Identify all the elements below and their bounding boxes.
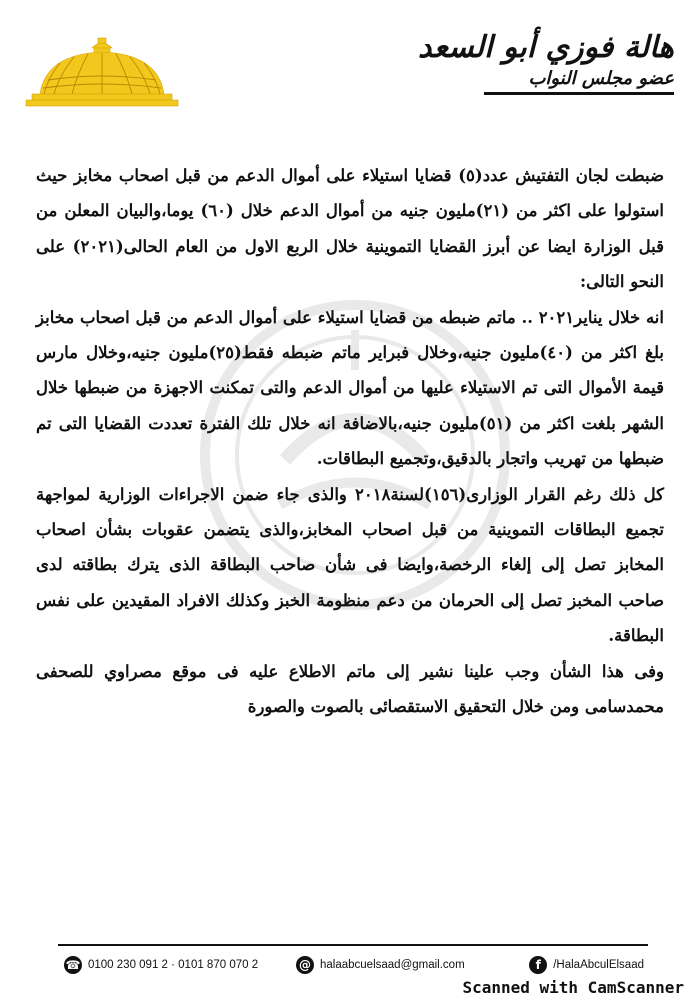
paragraph: انه خلال يناير٢٠٢١ .. ماتم ضبطه من قضايا استيلاء على أموال الدعم من قبل اصحاب مخابز بلغ اكثر من (٤٠)مليون جنيه،وخلال فبراير ماتم ضبطه فقط(٢٥)مليون جنيه،وخلال مارس قيمة الأموال التى تم الاستيلاء عليها من أموال الدعم والتى تمكنت الاجهزة من ضبطها خلال الشهر بلغت اكثر من (٥١)مليون جنيه،بالاضافة انه خلال تلك الفترة تعددت القضايا التى تم ضبطها من تهريب واتجار بالدقيق،وتجميع البطاقات.	[36, 307, 665, 469]
letterhead	[0, 0, 700, 120]
paragraph: كل ذلك رغم القرار الوزارى(١٥٦)لسنة٢٠١٨ والذى جاء ضمن الاجراءات الوزارية لمواجهة تجميع البطاقات التموينية من قبل اصحاب المخابز،والذى يتضمن عقوبات بشأن اصحاب المخابز تصل إلى إلغاء الرخصة،وايضا فى شأن صاحب البطاقة الذى يترك بطاقته لدى صاحب المخبز تصل إلى الحرمان من دعم منظومة الخبز وكذلك الافراد المقيدين على نفس البطاقة.	[36, 484, 664, 646]
scanner-watermark-text: Scanned with CamScanner	[462, 978, 684, 997]
brand-underline	[484, 92, 674, 95]
email-icon: @	[296, 956, 314, 974]
brand-block	[418, 30, 674, 90]
facebook-handle: /HalaAbculElsaad	[553, 959, 644, 971]
mp-title: عضو مجلس النواب	[528, 68, 674, 89]
phone-numbers: 0100 230 091 2 · 0101 870 070 2	[88, 959, 259, 971]
parliament-dome-logo	[22, 36, 182, 108]
phone-contact	[64, 953, 258, 977]
facebook-icon: f	[529, 956, 547, 974]
mp-name: هالة فوزي أبو السعد	[418, 30, 674, 65]
paragraph: ضبطت لجان التفتيش عدد(٥) قضايا استيلاء على أموال الدعم من قبل اصحاب مخابز حيث استولوا على اكثر من (٢١)مليون جنيه من أموال الدعم خلال (٦٠) يوما،والبيان المعلن من قبل الوزارة ايضا عن أبرز القضايا التموينية خلال الربع الاول من العام الحالى(٢٠٢١) على النحو التالى:	[36, 166, 664, 292]
facebook-contact	[529, 953, 644, 977]
letter-body	[36, 158, 664, 725]
footer-divider	[58, 944, 648, 946]
contact-footer	[60, 953, 650, 977]
paragraph: وفى هذا الشأن وجب علينا نشير إلى ماتم الاطلاع عليه فى موقع مصراوي للصحفى محمدسامى ومن خلال التحقيق الاستقصائى بالصوت والصورة	[36, 661, 664, 717]
email-address: halaabcuelsaad@gmail.com	[320, 959, 465, 971]
email-contact	[296, 953, 465, 977]
phone-icon: ☎	[65, 958, 81, 972]
